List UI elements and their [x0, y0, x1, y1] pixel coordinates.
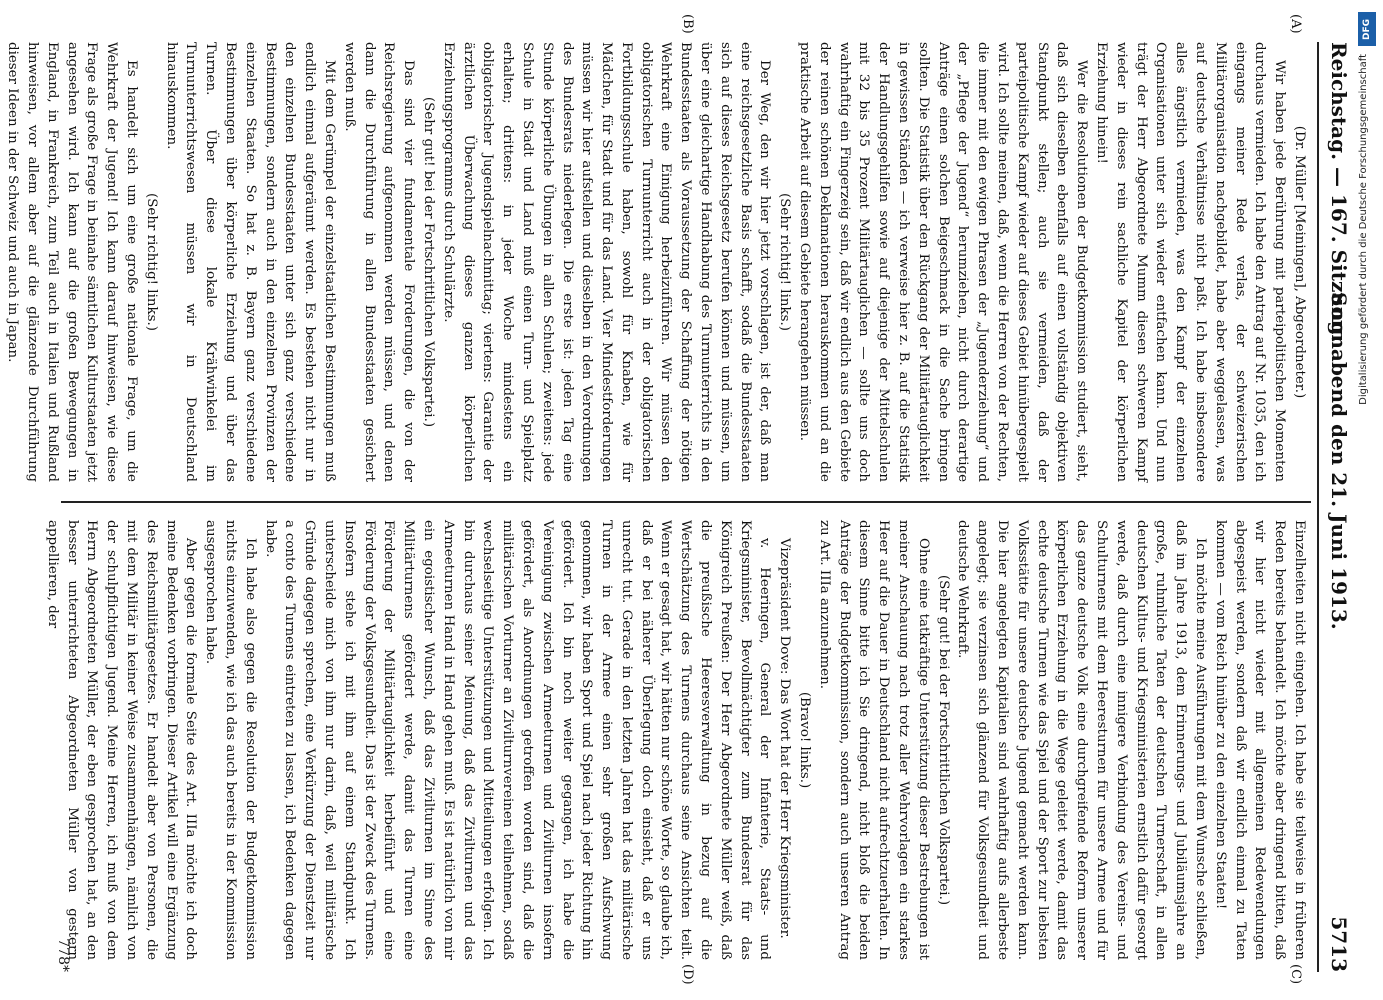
left-column [0, 42, 1309, 482]
interjection: (Sehr richtig! links.) [143, 193, 159, 331]
margin-marker-b: (B) [680, 14, 695, 34]
interjection: (Sehr gut! bei der Fortschrittlichen Volkspartei.) [420, 96, 436, 428]
paragraph: Wir haben jede Berührung mit parteipolitischen Momenten durchaus vermieden. Ich habe den Antrag auf Nr. 1035, den ich eingangs meiner Rede verlas, der schweizerischen Militärorganisation nachgebildet, habe aber weggelassen, was auf deutsche Verhältnisse nicht paßt. Ich habe insbesondere alles ängstlich vermieden, was den Kampf der einzelnen Organisationen unter sich wieder entfachen kann. Und nun trägt der Herr Abgeordnete Mumm diesen schweren Kampf wieder in dieses rein sachliche Kapitel der körperlichen Erziehung hinein! [1094, 42, 1288, 482]
header-rule [1317, 42, 1319, 972]
interjection: (Sehr gut! bei der Fortschrittlichen Volkspartei.) [935, 574, 951, 906]
paragraph: Aber gegen die formale Seite des Art. IIIa möchte ich doch meine Bedenken vorbringen. Dieser Artikel will eine Ergänzung des Reichsmilitärgesetzes. Er handelt aber von Personen, die mit dem Militär in keiner Weise zusammenhängen, nämlich von der schulpflichtigen Jugend. Meine Herren, ich muß von dem Herrn Abgeordneten Müller, der eben gesprochen hat, an den besser unterrichteten Abgeordneten Müller von gestern appellieren, der [44, 520, 199, 960]
paragraph: Ohne eine tatkräftige Unterstützung dieser Bestrebungen ist meiner Anschauung nach trotz aller Wehrvorlagen ein starkes Heer auf die Dauer in Deutschland nicht aufrechtzuerhalten. In diesem Sinne bitte ich Sie dringend, nicht bloß die beiden Anträge der Budgetkommission, sondern auch unseren Antrag zu Art. IIIa anzunehmen. [816, 520, 931, 960]
paragraph: Wer die Resolutionen der Budgetkommission studiert, sieht, daß sich dieselben ebenfalls auf einen vollständig objektiven Standpunkt stellen; auch sie vermeiden, daß der parteipolitische Kampf wieder auf dieses Gebiet hinübergespielt wird. Ich sollte meinen, daß, wenn die Herren von der Rechten, die immer mit den ewigen Phrasen der „Jugenderziehung“ und der „Pflege der Jugend“ herumziehen, nicht durch derartige Anträge einen solchen Beigeschmack in die Sache bringen sollten. Die Statistik über den Rückgang der Militärtauglichkeit in gewissen Ständen — ich verweise hier z. B. auf die Statistik der Handlungsgehilfen sowie auf diejenige der Mittelschulen mit 32 bis 35 Prozent Militärtauglichen — sollte uns doch wahrhaftig ein Fingerzeig sein, daß wir endlich aus den Gebiete der reinen schönen Deklamationen herauskommen und an die praktische Arbeit auf diesem Gebiete herangehen müssen. [797, 42, 1090, 482]
header-date: Sonnabend den 21. Juni 1913. [1327, 292, 1351, 630]
paragraph: Es handelt sich um eine große nationale Frage, um die Wehrkraft der Jugend! Ich kann darauf hinweisen, wie diese Frage als große Frage in beinahe sämtlichen Kulturstaaten jetzt angesehen wird. Ich kann auf die großen Bewegungen in England, in Frankreich, zum Teil auch in Italien und Rußland hinweisen, vor allem aber auf die glänzende Durchführung dieser Ideen in der Schweiz und auch in Japan. [5, 42, 139, 482]
speaker-paragraph: v. Heeringen, General der Infanterie, Staats- und Kriegsminister, Bevollmächtigter zum Bundesrat für das Königreich Preußen: Der Herr Abgeordnete Müller weiß, daß die preußische Heeresverwaltung in bezug auf die Wertschätzung des Turnens durchaus seine Ansichten teilt. Wenn er gesagt hat, wir hätten nur schöne Worte, so glaube ich, daß er bei näherer Überlegung doch einsieht, daß er uns unrecht tut. Gerade in den letzten Jahren hat das militärische Turnen in der Armee einen sehr großen Aufschwung genommen, wir haben Sport und Spiel nach jeder Richtung hin gefördert. Ich bin noch weiter gegangen, ich habe die Vereinigung zwischen Armeeturnen und Zivilturnen insofern gefördert, als Anordnungen getroffen worden sind, daß die militärischen Vorturner an Zivilturnvereinen teilnehmen, sodaß wechselseitige Unterstützungen und Mitteilungen erfolgen. Ich bin durchaus seiner Meinung, daß das Zivilturnen und das Armeeturnen Hand in Hand gehen muß. Es ist natürlich von mir ein egoistischer Wunsch, daß das Zivilturnen im Sinne des Militärturnens gefördert werde, damit das Turnen eine Förderung der Militärtauglichkeit herbeiführt und eine Förderung der Volksgesundheit. Das ist der Zweck des Turnens. Insofern stehe ich mit ihm auf einem Standpunkt. Ich unterscheide mich von ihm nur darin, daß, weil militärische Gründe dagegen sprechen, eine Verkürzung der Dienstzeit nur a conto des Turnens eintreten zu lassen, ich Bedenken dagegen habe. [262, 520, 773, 960]
paragraph: Der Weg, den wir hier jetzt vorschlagen, ist der, daß man eine reichsgesetzliche Basis schafft, sodaß die Bundesstaaten sich auf dieses Reichsgesetz berufen können und müssen, um über eine gleichartige Handhabung des Turnunterrichts in den Bundesstaaten als Voraussetzung der Schaffung der nötigen Wehrkraft eine Einigung herbeizuführen. Wir müssen den obligatorischen Turnunterricht auch in der obligatorischen Fortbildungsschule haben, sowohl für Knaben, wie für Mädchen, für Stadt und für das Land. Vier Mindestforderungen müssen wir hier aufstellen und dieselben in den Verordnungen des Bundesrats niederlegen. Die erste ist: jeden Tag eine Stunde körperliche Übungen in allen Schulen; zweitens: jede Schule in Stadt und Land muß einen Turn- und Spielplatz erhalten; drittens: in jeder Woche mindestens ein obligatorischer Jugendspielnachmittag; viertens: Garantie der ärztlichen Überwachung dieses ganzen körperlichen Erziehungsprogramms durch Schulärzte. [440, 42, 773, 482]
column-divider [61, 501, 1311, 503]
header-left: Reichstag. — 167. Sitzung. [1327, 42, 1351, 343]
interjection: (Sehr richtig! links.) [777, 193, 793, 331]
digitization-sidebar [1356, 10, 1380, 990]
paragraph: Mit dem Gerümpel der einzelstaatlichen Bestimmungen muß endlich einmal aufgeräumt werden. Es bestehen nicht nur in den einzelnen Bundesstaaten unter sich ganz verschiedene Bestimmungen, sondern auch in den einzelnen Provinzen der einzelnen Staaten. So hat z. B. Bayern ganz verschiedene Bestimmungen über körperliche Erziehung und über das Turnen. Über diese lokale Krähwinkelei im Turnunterrichtswesen müssen wir in Deutschland hinauskommen. [163, 42, 337, 482]
paragraph: Einzelheiten nicht eingehen. Ich habe sie teilweise in früheren Reden bereits behandelt. Ich möchte aber dringend bitten, daß wir hier nicht wieder mit allgemeinen Redewendungen abgespeist werden, sondern daß wir endlich einmal zu Taten kommen — vom Reich hinüber zu den einzelnen Staaten! [1212, 520, 1307, 960]
paragraph: Ich habe also gegen die Resolution der Budgetkommission nichts einzuwenden, wie ich das auch bereits in der Kommission ausgesprochen habe. [203, 520, 258, 960]
paragraph: Ich möchte meine Ausführungen mit dem Wunsche schließen, daß im Jahre 1913, dem Erinnerungs- und Jubiläumsjahre an große, ruhmliche Taten der deutschen Turnerschaft, in allen deutschen Kultus- und Kriegsministerien ernstlich dafür gesorgt werde, daß durch eine innigere Verbindung des Vereins- und Schulturnens mit dem Heeresturnen für unsere Armee und für das ganze deutsche Volk eine durchgreifende Reform unserer körperlichen Erziehung in die Wege geleitet werde, damit das echte deutsche Turnen wie das Spiel und der Sport zur liebsten Volksstätte für unsere deutsche Jugend gemacht werden kann. Die hier angelegten Kapitalien sind wahrhaftig aufs allerbeste angelegt; sie verzinsen sich glänzend für Volksgesundheit und deutsche Wehrkraft. [955, 520, 1209, 960]
sheet-signature: 778* [55, 938, 71, 972]
margin-marker-c: (C) [1288, 964, 1303, 985]
page-header [1321, 42, 1355, 972]
interjection: (Bravo! links.) [797, 691, 813, 789]
digitization-credit: Digitalisierung gefördert durch die Deutsche Forschungsgemeinschaft [1358, 54, 1369, 405]
paragraph: Das sind vier fundamentale Forderungen, die von der Reichsregierung aufgenommen werden müssen, und denen dann die Durchführung in allen Bundesstaaten gesichert werden muß. [341, 42, 417, 482]
page-number: 5713 [1327, 916, 1351, 972]
margin-marker-d: (D) [680, 964, 695, 985]
speaker-paragraph: Vizepräsident Dove: Das Wort hat der Herr Kriegsminister. [777, 538, 793, 939]
dfg-logo: DFG [1358, 12, 1376, 46]
rotated-page-content [5, 14, 1355, 985]
speaker-line: (Dr. Müller [Meiningen], Abgeordneter.) [1292, 125, 1307, 399]
right-column [42, 520, 1309, 960]
margin-marker-a: (A) [1288, 14, 1303, 34]
